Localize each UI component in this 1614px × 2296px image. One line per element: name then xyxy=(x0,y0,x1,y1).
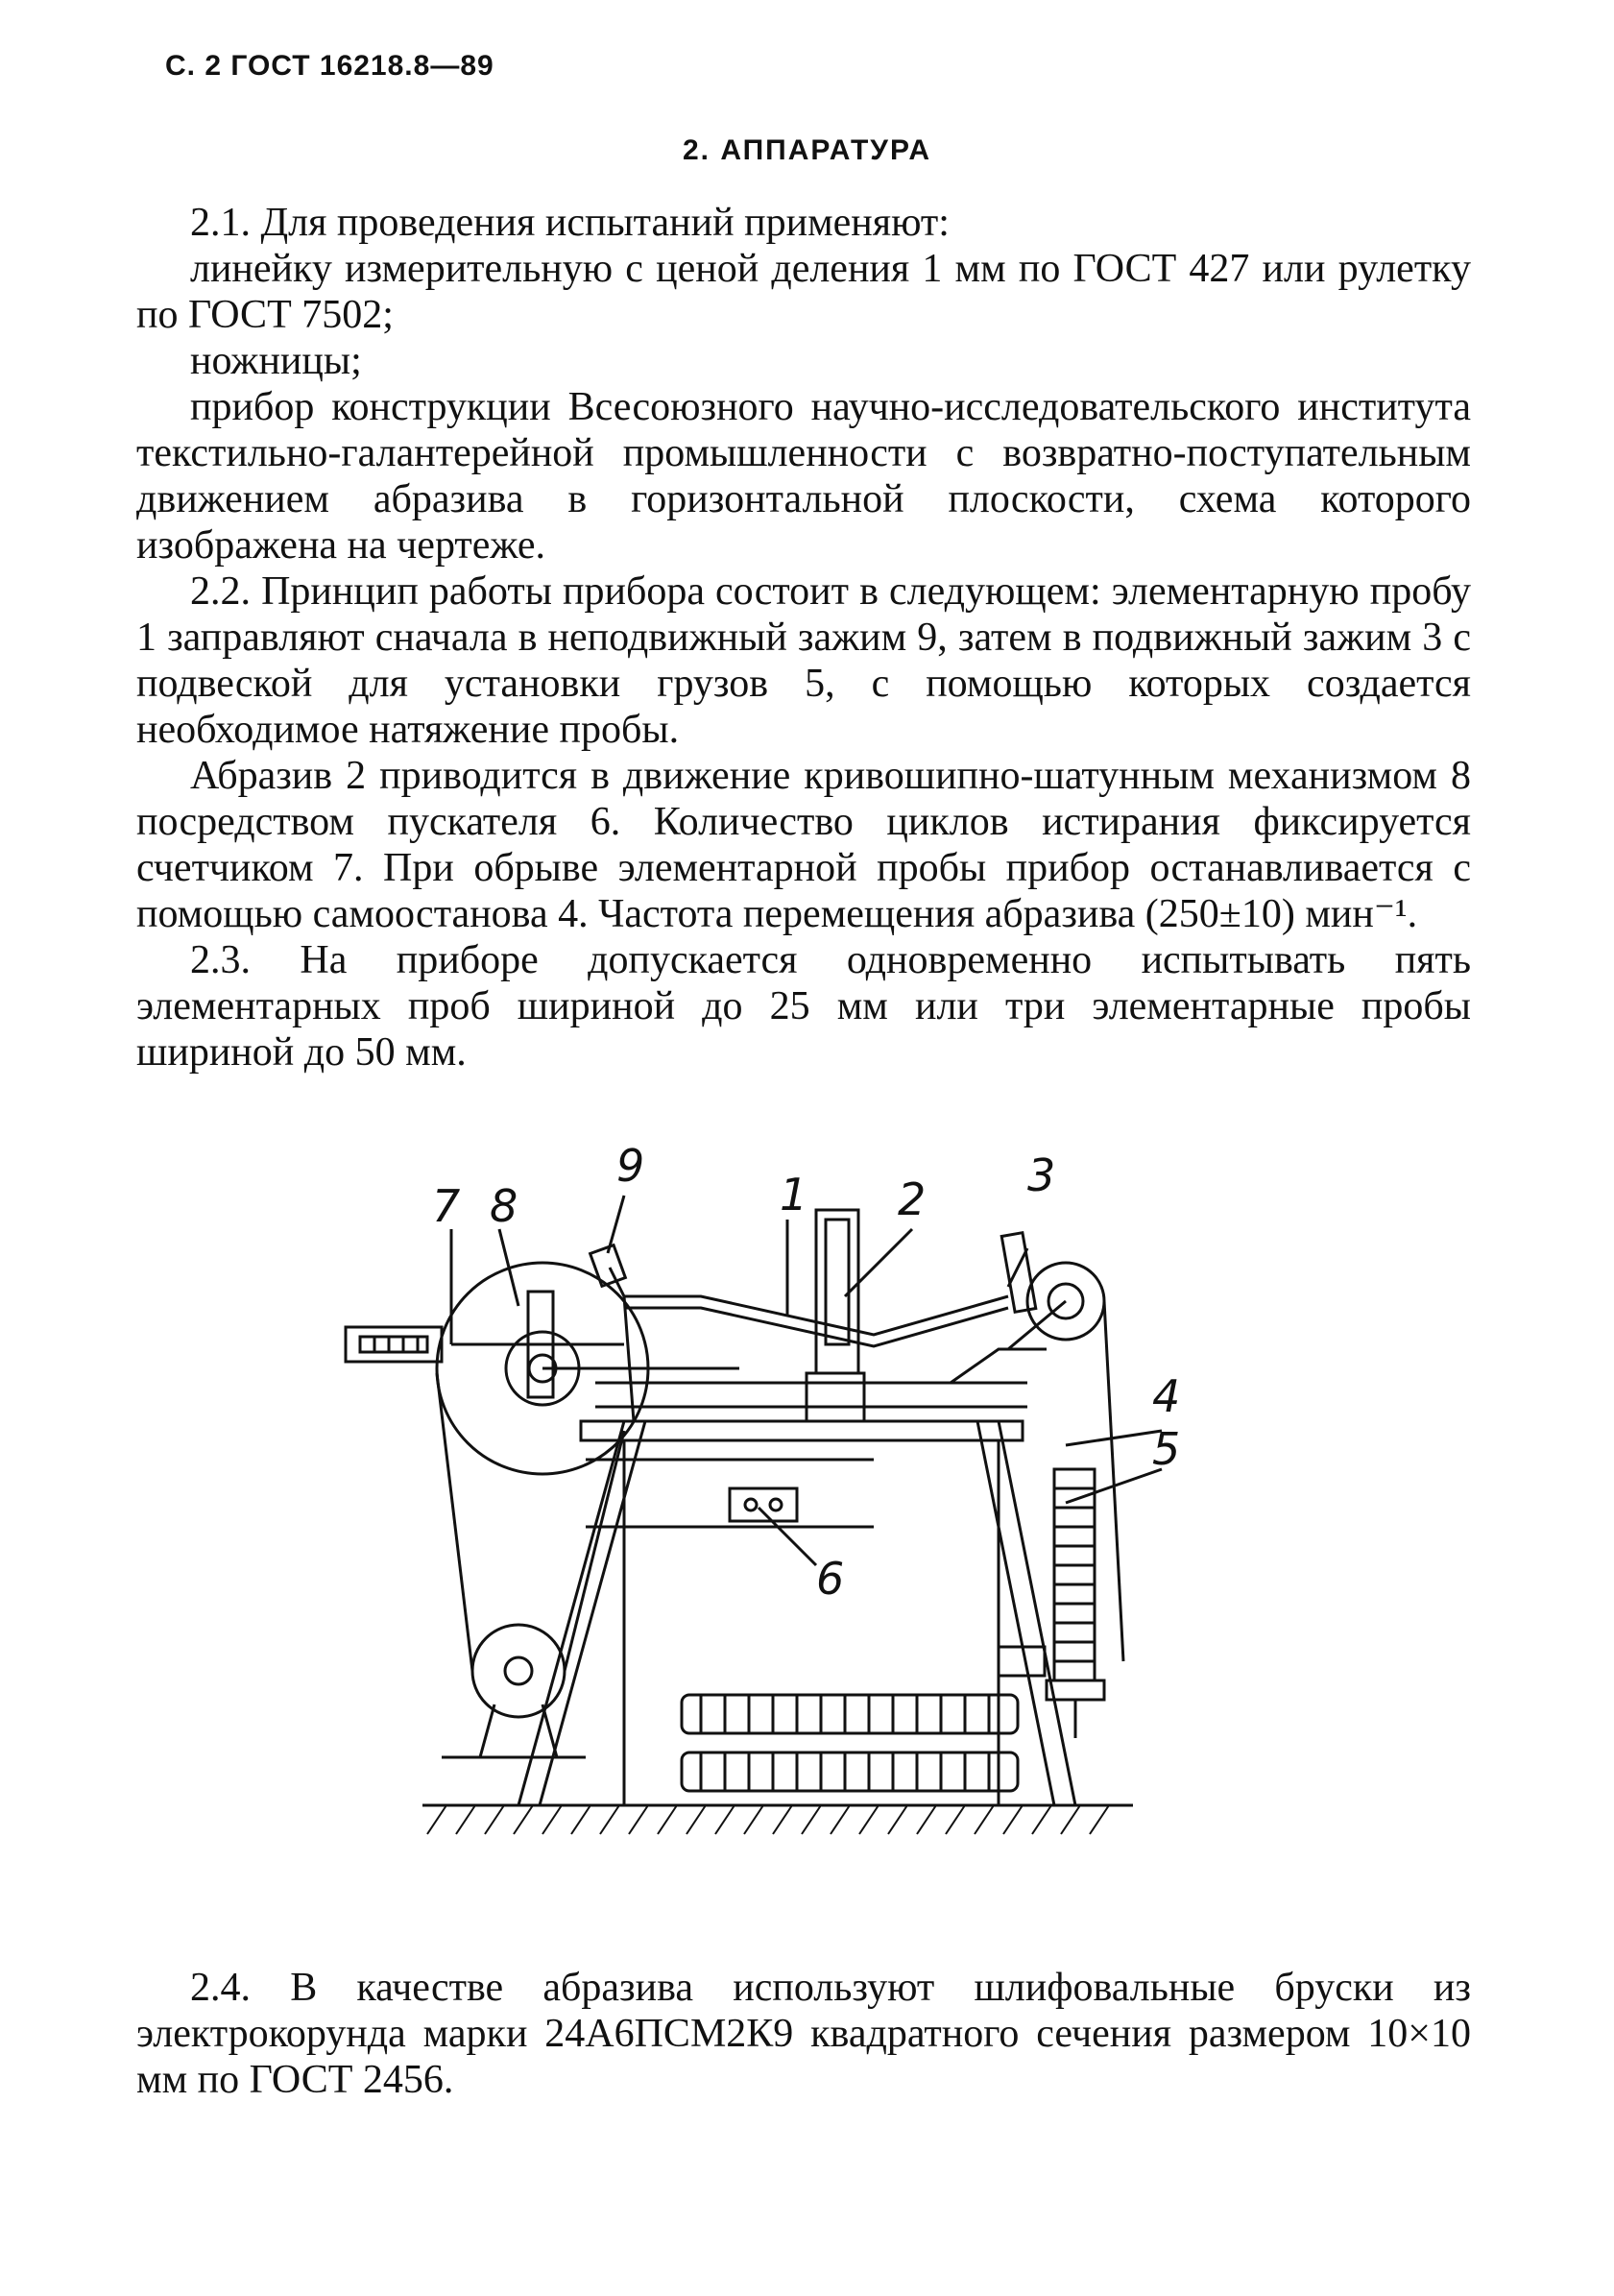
frame-legs xyxy=(518,1383,1075,1805)
apparatus-drawing xyxy=(336,1143,1200,1901)
paragraph-scissors: ножницы; xyxy=(190,339,362,383)
label-3: 3 xyxy=(1027,1149,1056,1201)
text-block-bottom xyxy=(136,1965,1471,2103)
movable-clamp xyxy=(1001,1233,1036,1313)
paragraph-device: прибор конструкции Всесоюзного научно-исследовательского института текстильно-галантерейной промышленности с возвратно-поступательным движением абразива в горизонтальной плоскости, схема которого изображена на чертеже. xyxy=(136,385,1471,568)
section-title: 2. АППАРАТУРА xyxy=(683,134,931,166)
paragraph-2-3: 2.3. На приборе допускается одновременно испытывать пять элементарных проб шириной до 25 мм или три элементарные пробы шириной до 50 мм. xyxy=(136,938,1471,1075)
label-4: 4 xyxy=(1152,1370,1181,1422)
ground-hatching xyxy=(427,1805,1109,1834)
label-1: 1 xyxy=(780,1169,808,1221)
paragraph-abrasive-motion: Абразив 2 приводится в движение кривошипно-шатунным механизмом 8 посредством пускателя 6. Количество циклов истирания фиксируется счетчиком 7. При обрыве элементарной пробы прибор останавливается с помощью самоостанова 4. Частота перемещения абразива (250±10) мин⁻¹. xyxy=(136,754,1471,936)
label-6: 6 xyxy=(816,1553,845,1605)
abrasive-holder xyxy=(816,1210,858,1373)
lower-pulley xyxy=(472,1625,565,1717)
label-7: 7 xyxy=(432,1180,461,1232)
page-header: С. 2 ГОСТ 16218.8—89 xyxy=(165,50,494,82)
label-9: 9 xyxy=(616,1143,645,1192)
label-2: 2 xyxy=(898,1173,927,1225)
roller-upper xyxy=(682,1695,1018,1733)
text-block-top xyxy=(136,200,1471,1075)
label-5: 5 xyxy=(1152,1423,1181,1475)
paragraph-ruler: линейку измерительную с ценой деления 1 мм по ГОСТ 427 или рулетку по ГОСТ 7502; xyxy=(136,247,1471,337)
paragraph-2-4: 2.4. В качестве абразива используют шлифовальные бруски из электрокорунда марки 24А6ПСМ2К9 квадратного сечения размером 10×10 мм по ГОСТ 2456. xyxy=(136,1966,1471,2102)
starter-box xyxy=(730,1488,797,1521)
apparatus-diagram xyxy=(336,1143,1200,1901)
label-8: 8 xyxy=(490,1180,518,1232)
paragraph-2-1: 2.1. Для проведения испытаний применяют: xyxy=(190,201,950,245)
apparatus-lines xyxy=(346,1196,1162,1834)
paragraph-2-2: 2.2. Принцип работы прибора состоит в следующем: элементарную пробу 1 заправляют сначала в неподвижный зажим 9, затем в подвижный зажим 3 с подвеской для установки грузов 5, с помощью которых создается необходимое натяжение пробы. xyxy=(136,569,1471,752)
roller-lower xyxy=(682,1752,1018,1791)
